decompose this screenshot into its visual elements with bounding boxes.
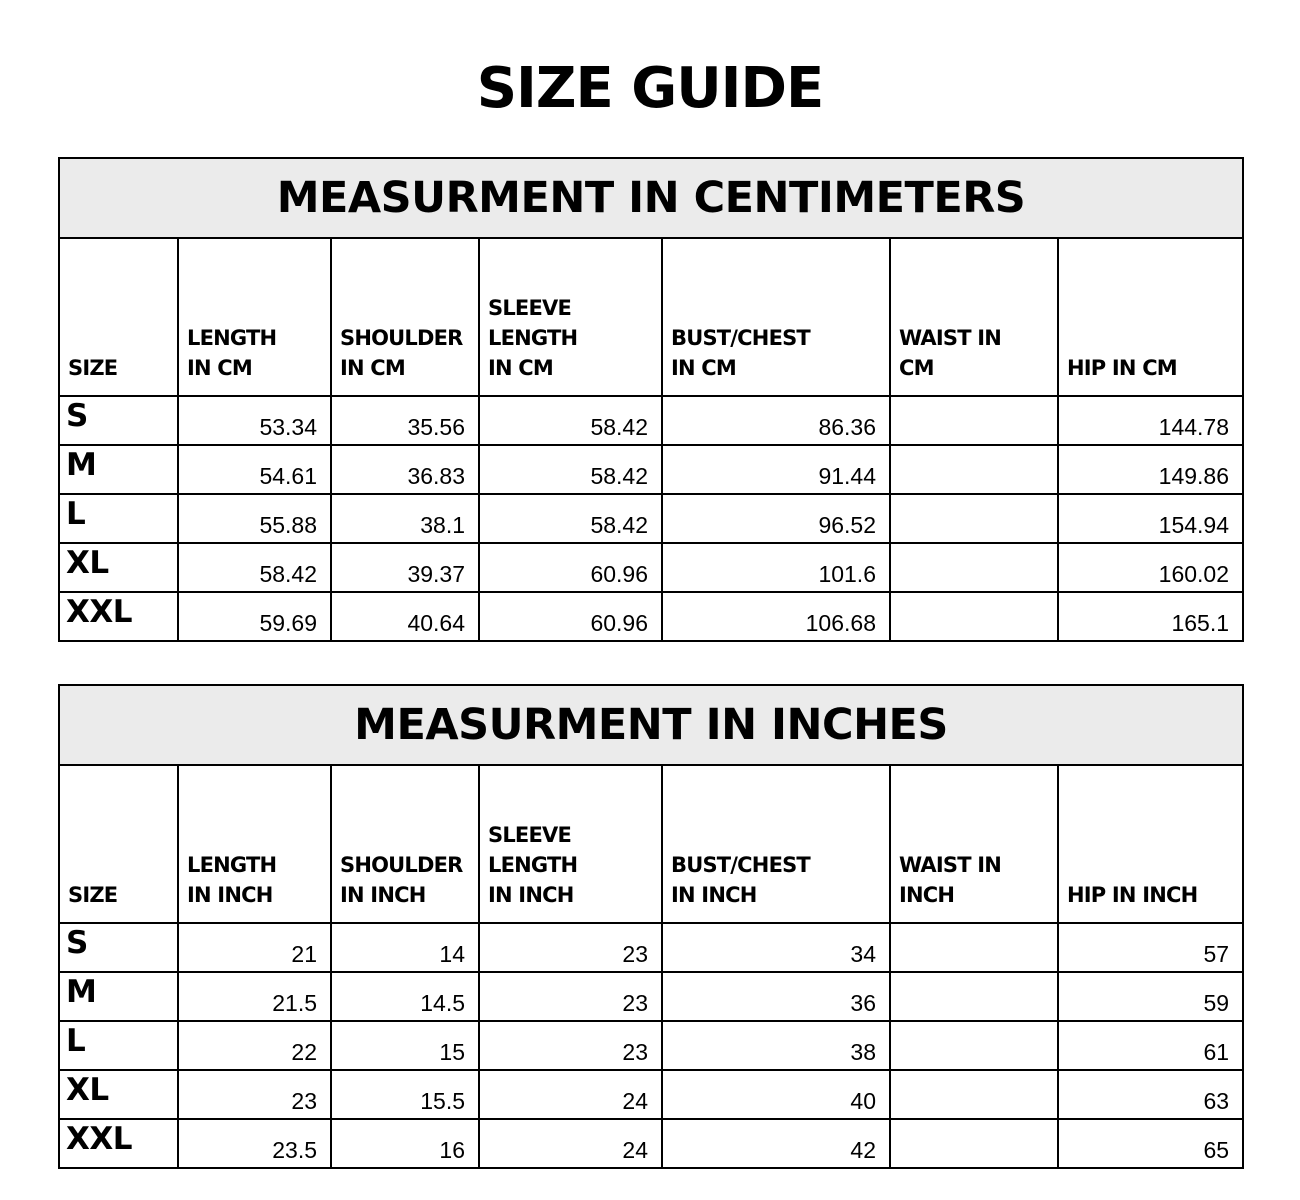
- measurement-cell: 101.6: [662, 543, 890, 592]
- measurement-cell: 60.96: [479, 592, 662, 641]
- measurement-cell: 15.5: [331, 1070, 479, 1119]
- table-row: [59, 494, 1243, 543]
- measurement-cell: 86.36: [662, 396, 890, 445]
- measurement-cell: 160.02: [1058, 543, 1243, 592]
- table-caption: MEASURMENT IN INCHES: [59, 685, 1243, 765]
- measurement-cell: 96.52: [662, 494, 890, 543]
- measurement-cell: 40: [662, 1070, 890, 1119]
- measurement-cell: 40.64: [331, 592, 479, 641]
- measurement-cell: 23: [178, 1070, 331, 1119]
- measurement-cell: 16: [331, 1119, 479, 1168]
- column-header: WAIST IN CM: [890, 238, 1058, 396]
- measurement-cell: [890, 494, 1058, 543]
- measurement-cell: 42: [662, 1119, 890, 1168]
- measurement-cell: 35.56: [331, 396, 479, 445]
- measurement-cell: 58.42: [479, 396, 662, 445]
- measurement-cell: 22: [178, 1021, 331, 1070]
- table-row: [59, 923, 1243, 972]
- measurement-cell: 54.61: [178, 445, 331, 494]
- measurement-cell: [890, 1021, 1058, 1070]
- column-header-row: [59, 765, 1243, 923]
- table-row: [59, 1119, 1243, 1168]
- size-table-centimeters: [58, 157, 1244, 642]
- size-label: S: [59, 923, 178, 972]
- size-label: L: [59, 494, 178, 543]
- measurement-cell: 38: [662, 1021, 890, 1070]
- column-header: SHOULDER IN CM: [331, 238, 479, 396]
- measurement-cell: 55.88: [178, 494, 331, 543]
- column-header: BUST/CHEST IN INCH: [662, 765, 890, 923]
- measurement-cell: [890, 543, 1058, 592]
- measurement-cell: [890, 396, 1058, 445]
- measurement-cell: 154.94: [1058, 494, 1243, 543]
- column-header: SLEEVE LENGTH IN INCH: [479, 765, 662, 923]
- measurement-cell: 59: [1058, 972, 1243, 1021]
- measurement-cell: 165.1: [1058, 592, 1243, 641]
- table-row: [59, 972, 1243, 1021]
- measurement-cell: 91.44: [662, 445, 890, 494]
- measurement-cell: 36: [662, 972, 890, 1021]
- measurement-cell: 36.83: [331, 445, 479, 494]
- measurement-cell: 57: [1058, 923, 1243, 972]
- measurement-cell: [890, 923, 1058, 972]
- measurement-cell: 106.68: [662, 592, 890, 641]
- table-row: [59, 445, 1243, 494]
- measurement-cell: 63: [1058, 1070, 1243, 1119]
- measurement-cell: 65: [1058, 1119, 1243, 1168]
- column-header: SIZE: [59, 238, 178, 396]
- measurement-cell: 61: [1058, 1021, 1243, 1070]
- column-header-row: [59, 238, 1243, 396]
- measurement-cell: [890, 592, 1058, 641]
- size-label: XL: [59, 543, 178, 592]
- measurement-cell: 58.42: [479, 494, 662, 543]
- measurement-cell: 23.5: [178, 1119, 331, 1168]
- measurement-cell: [890, 445, 1058, 494]
- measurement-cell: 14: [331, 923, 479, 972]
- column-header: SLEEVE LENGTH IN CM: [479, 238, 662, 396]
- measurement-cell: 23: [479, 972, 662, 1021]
- size-label: XL: [59, 1070, 178, 1119]
- column-header: LENGTH IN INCH: [178, 765, 331, 923]
- measurement-cell: [890, 972, 1058, 1021]
- measurement-cell: 23: [479, 1021, 662, 1070]
- measurement-cell: 21: [178, 923, 331, 972]
- table-row: [59, 1021, 1243, 1070]
- column-header: WAIST IN INCH: [890, 765, 1058, 923]
- measurement-cell: 14.5: [331, 972, 479, 1021]
- measurement-cell: 60.96: [479, 543, 662, 592]
- table-caption: MEASURMENT IN CENTIMETERS: [59, 158, 1243, 238]
- measurement-cell: 24: [479, 1070, 662, 1119]
- column-header: HIP IN CM: [1058, 238, 1243, 396]
- column-header: BUST/CHEST IN CM: [662, 238, 890, 396]
- column-header: SIZE: [59, 765, 178, 923]
- measurement-cell: 149.86: [1058, 445, 1243, 494]
- size-label: M: [59, 445, 178, 494]
- table-row: [59, 396, 1243, 445]
- measurement-cell: 23: [479, 923, 662, 972]
- measurement-cell: 34: [662, 923, 890, 972]
- measurement-cell: 144.78: [1058, 396, 1243, 445]
- table-row: [59, 592, 1243, 641]
- column-header: SHOULDER IN INCH: [331, 765, 479, 923]
- measurement-cell: [890, 1119, 1058, 1168]
- table-caption-row: [59, 685, 1243, 765]
- column-header: HIP IN INCH: [1058, 765, 1243, 923]
- measurement-cell: 59.69: [178, 592, 331, 641]
- size-label: L: [59, 1021, 178, 1070]
- measurement-cell: 15: [331, 1021, 479, 1070]
- measurement-cell: 38.1: [331, 494, 479, 543]
- size-label: M: [59, 972, 178, 1021]
- column-header: LENGTH IN CM: [178, 238, 331, 396]
- measurement-cell: 21.5: [178, 972, 331, 1021]
- measurement-cell: 58.42: [178, 543, 331, 592]
- measurement-cell: 58.42: [479, 445, 662, 494]
- measurement-cell: 53.34: [178, 396, 331, 445]
- measurement-cell: 39.37: [331, 543, 479, 592]
- measurement-cell: [890, 1070, 1058, 1119]
- measurement-cell: 24: [479, 1119, 662, 1168]
- table-row: [59, 1070, 1243, 1119]
- table-row: [59, 543, 1243, 592]
- size-label: S: [59, 396, 178, 445]
- size-label: XXL: [59, 1119, 178, 1168]
- size-table-inches: [58, 684, 1244, 1169]
- table-caption-row: [59, 158, 1243, 238]
- page-title: SIZE GUIDE: [476, 56, 824, 121]
- size-label: XXL: [59, 592, 178, 641]
